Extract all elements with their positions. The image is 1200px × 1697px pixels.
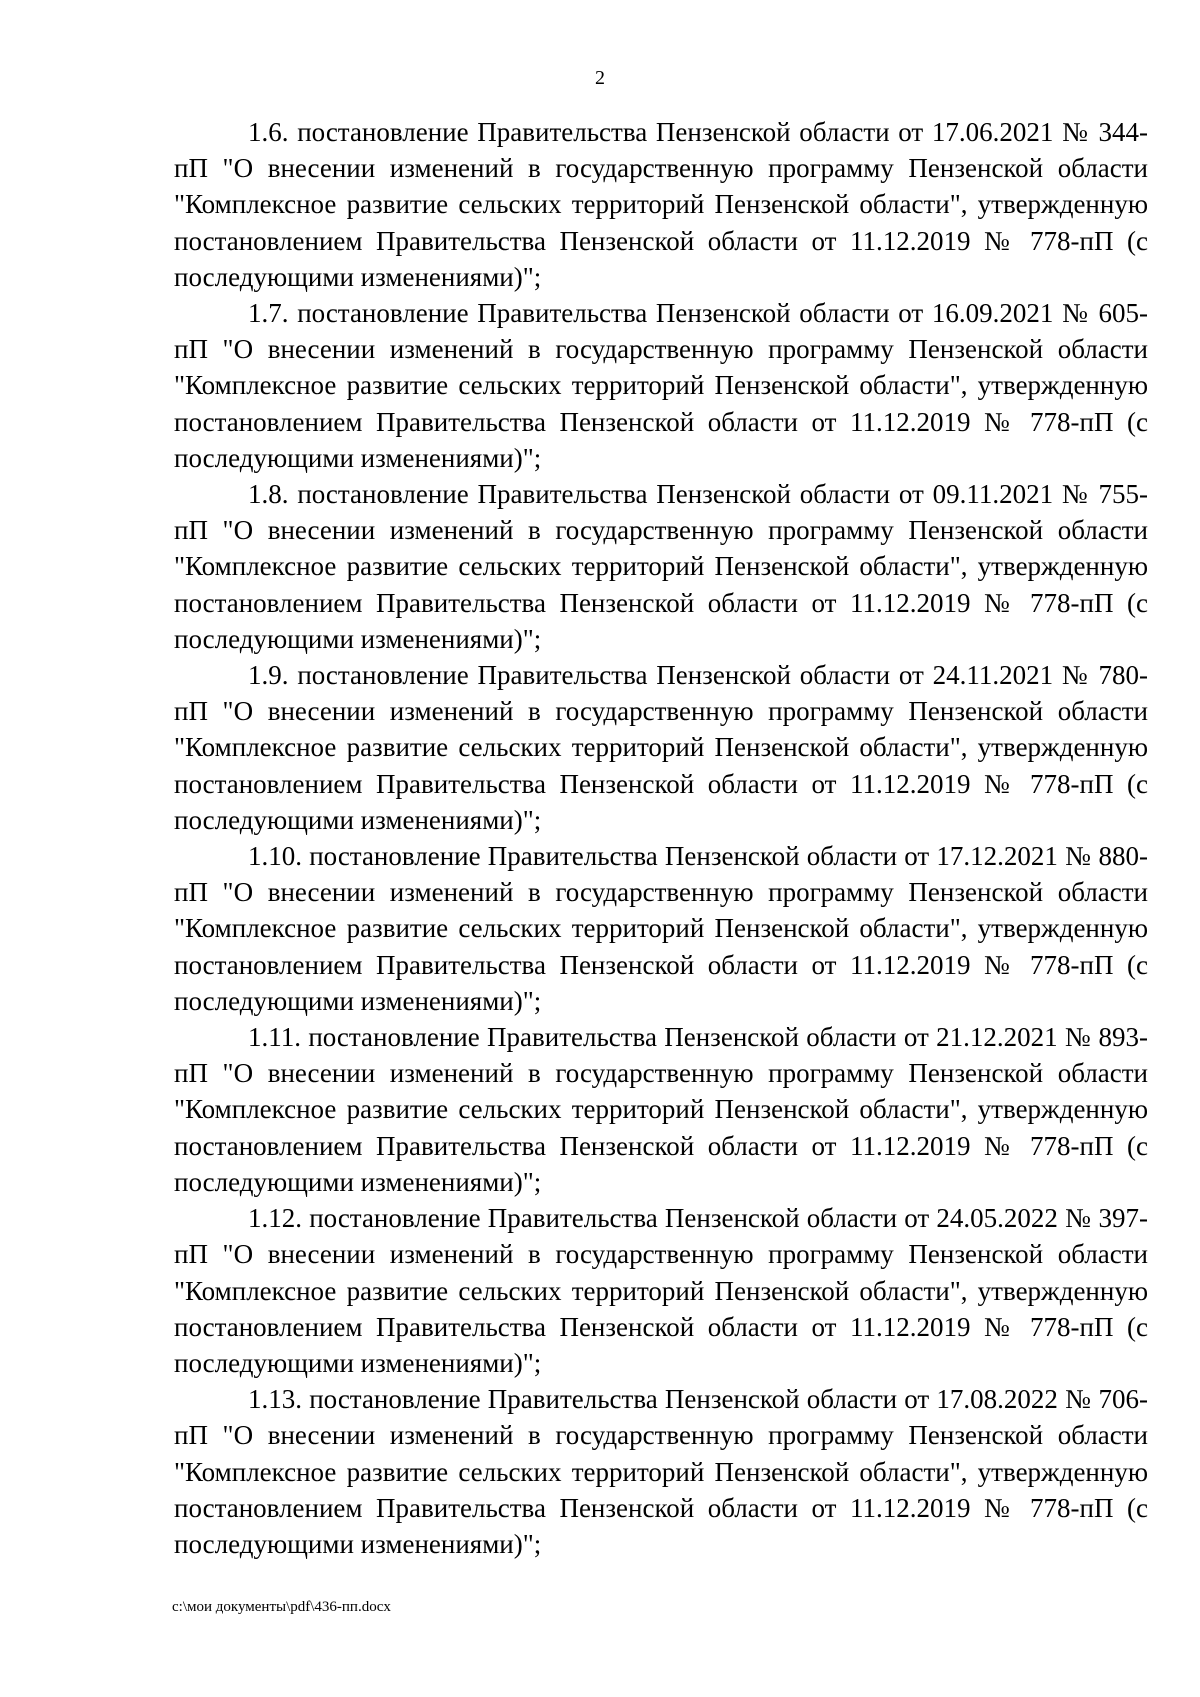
footer-file-path: c:\мои документы\pdf\436-пп.docx	[172, 1599, 391, 1615]
item-text: постановление Правительства Пензенской области от 09.11.2021 № 755-пП "О внесении изменений в государственную программу Пензенской области "Комплексное развитие сельских территорий Пензенской области", утвержденную постановлением Правительства Пензенской области от 11.12.2019 № 778-пП (с последующими изменениями)";	[174, 479, 1149, 654]
list-item	[174, 1200, 1148, 1381]
item-text: постановление Правительства Пензенской области от 17.12.2021 № 880-пП "О внесении изменений в государственную программу Пензенской области "Комплексное развитие сельских территорий Пензенской области", утвержденную постановлением Правительства Пензенской области от 11.12.2019 № 778-пП (с последующими изменениями)";	[174, 841, 1148, 1016]
item-number: 1.12.	[248, 1203, 302, 1234]
list-item	[174, 114, 1148, 295]
list-item	[174, 1381, 1148, 1562]
list-item	[174, 657, 1148, 838]
item-number: 1.7.	[248, 298, 289, 329]
item-text: постановление Правительства Пензенской области от 17.08.2022 № 706-пП "О внесении изменений в государственную программу Пензенской области "Комплексное развитие сельских территорий Пензенской области", утвержденную постановлением Правительства Пензенской области от 11.12.2019 № 778-пП (с последующими изменениями)";	[174, 1384, 1148, 1559]
item-text: постановление Правительства Пензенской области от 16.09.2021 № 605-пП "О внесении изменений в государственную программу Пензенской области "Комплексное развитие сельских территорий Пензенской области", утвержденную постановлением Правительства Пензенской области от 11.12.2019 № 778-пП (с последующими изменениями)";	[174, 298, 1148, 473]
item-text: постановление Правительства Пензенской области от 21.12.2021 № 893-пП "О внесении изменений в государственную программу Пензенской области "Комплексное развитие сельских территорий Пензенской области", утвержденную постановлением Правительства Пензенской области от 11.12.2019 № 778-пП (с последующими изменениями)";	[174, 1022, 1148, 1197]
item-number: 1.8.	[248, 479, 289, 510]
document-body	[174, 114, 1148, 1562]
item-number: 1.9.	[248, 660, 289, 691]
list-item	[174, 1019, 1148, 1200]
page-number: 2	[595, 67, 605, 89]
list-item	[174, 476, 1148, 657]
item-text: постановление Правительства Пензенской области от 24.05.2022 № 397-пП "О внесении изменений в государственную программу Пензенской области "Комплексное развитие сельских территорий Пензенской области", утвержденную постановлением Правительства Пензенской области от 11.12.2019 № 778-пП (с последующими изменениями)";	[174, 1203, 1148, 1378]
item-number: 1.10.	[248, 841, 302, 872]
item-number: 1.13.	[248, 1384, 302, 1415]
item-text: постановление Правительства Пензенской области от 24.11.2021 № 780-пП "О внесении изменений в государственную программу Пензенской области "Комплексное развитие сельских территорий Пензенской области", утвержденную постановлением Правительства Пензенской области от 11.12.2019 № 778-пП (с последующими изменениями)";	[174, 660, 1149, 835]
list-item	[174, 838, 1148, 1019]
item-text: постановление Правительства Пензенской области от 17.06.2021 № 344-пП "О внесении изменений в государственную программу Пензенской области "Комплексное развитие сельских территорий Пензенской области", утвержденную постановлением Правительства Пензенской области от 11.12.2019 № 778-пП (с последующими изменениями)";	[174, 117, 1148, 292]
list-item	[174, 295, 1148, 476]
item-number: 1.6.	[248, 117, 289, 147]
item-number: 1.11.	[248, 1022, 301, 1053]
